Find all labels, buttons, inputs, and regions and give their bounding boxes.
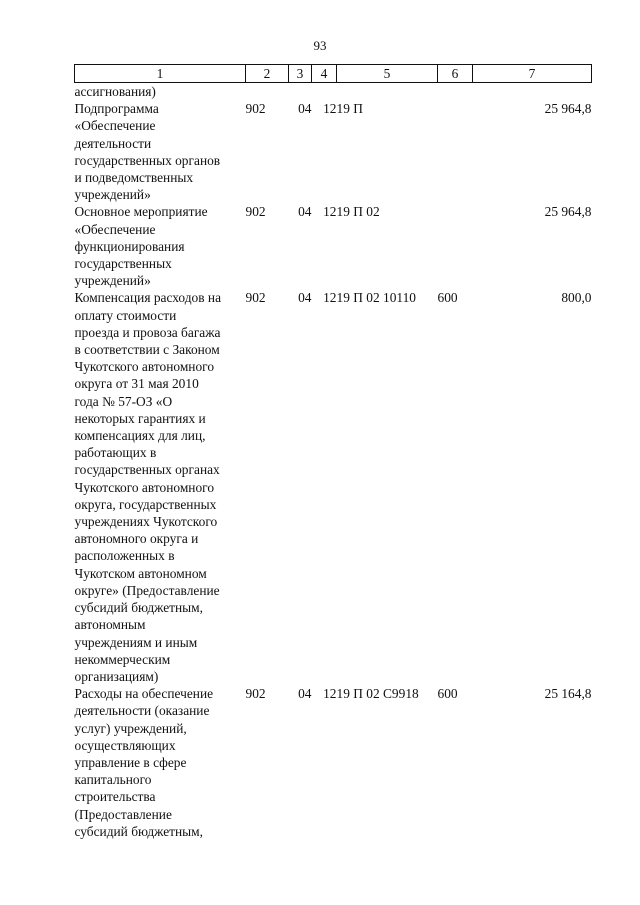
table-row [75, 685, 592, 840]
row-section: 04 [298, 290, 312, 306]
table-row [75, 83, 592, 101]
row-target-article: 19 П 02 10110 [336, 290, 416, 306]
row-name: ассигнования) [74, 84, 156, 99]
row-section: 04 [298, 686, 312, 702]
row-amount [473, 83, 592, 101]
row-expense-type: 600 [437, 686, 458, 702]
row-name: Подпрограмма «Обеспечение деятельности государственных органов и подведомственных учреждений» [74, 101, 221, 203]
budget-table [74, 64, 592, 840]
row-subsection: 12 [323, 204, 337, 220]
row-expense-type [438, 100, 473, 203]
row-amount: 25 964,8 [544, 101, 592, 117]
row-target-article [337, 83, 438, 101]
row-name: Расходы на обеспечение деятельности (оказание услуг) учреждений, осуществляющих управление в сфере капитального строительства (Предоставление субсидий бюджетным, [74, 686, 214, 839]
row-expense-type: 600 [437, 290, 458, 306]
row-ministry-code [246, 83, 289, 101]
column-header: 3 [289, 65, 312, 83]
column-header: 7 [473, 65, 592, 83]
page-number: 93 [313, 38, 327, 53]
row-ministry-code: 902 [245, 101, 266, 117]
row-expense-type [438, 83, 473, 101]
row-section: 04 [298, 204, 312, 220]
row-expense-type [438, 203, 473, 289]
row-target-article: 19 П [336, 101, 363, 117]
row-amount: 25 164,8 [544, 686, 592, 702]
column-header: 4 [312, 65, 337, 83]
row-amount: 800,0 [561, 290, 592, 306]
row-name: Компенсация расходов на оплату стоимости проезда и провоза багажа в соответствии с Законом Чукотского автономного округа от 31 мая 2010 года № 57-ОЗ «О некоторых гарантиях и компенсациях для лиц, работающих в государственных органах Чукотского автономного округа, государственных учреждениях Чукотского автономного округа и расположенных в Чукотском автономном округе» (Предоставление субсидий бюджетным, автономным учреждениям и иным некоммерческим организациям) [74, 290, 222, 684]
column-header: 5 [337, 65, 438, 83]
row-section: 04 [298, 101, 312, 117]
table-row [75, 203, 592, 289]
row-section [289, 83, 312, 101]
column-header: 6 [438, 65, 473, 83]
row-ministry-code: 902 [245, 686, 266, 702]
column-header: 2 [246, 65, 289, 83]
row-subsection: 12 [323, 686, 337, 702]
row-subsection: 12 [323, 101, 337, 117]
row-amount: 25 964,8 [544, 204, 592, 220]
table-row [75, 100, 592, 203]
row-ministry-code: 902 [245, 290, 266, 306]
row-subsection: 12 [323, 290, 337, 306]
row-target-article: 19 П 02 [336, 204, 380, 220]
column-header: 1 [75, 65, 246, 83]
row-name: Основное мероприятие «Обеспечение функционирования государственных учреждений» [74, 204, 208, 289]
row-ministry-code: 902 [245, 204, 266, 220]
row-subsection [312, 83, 337, 101]
header-row [75, 65, 592, 83]
row-target-article: 19 П 02 С9918 [336, 686, 419, 702]
table-row [75, 289, 592, 685]
